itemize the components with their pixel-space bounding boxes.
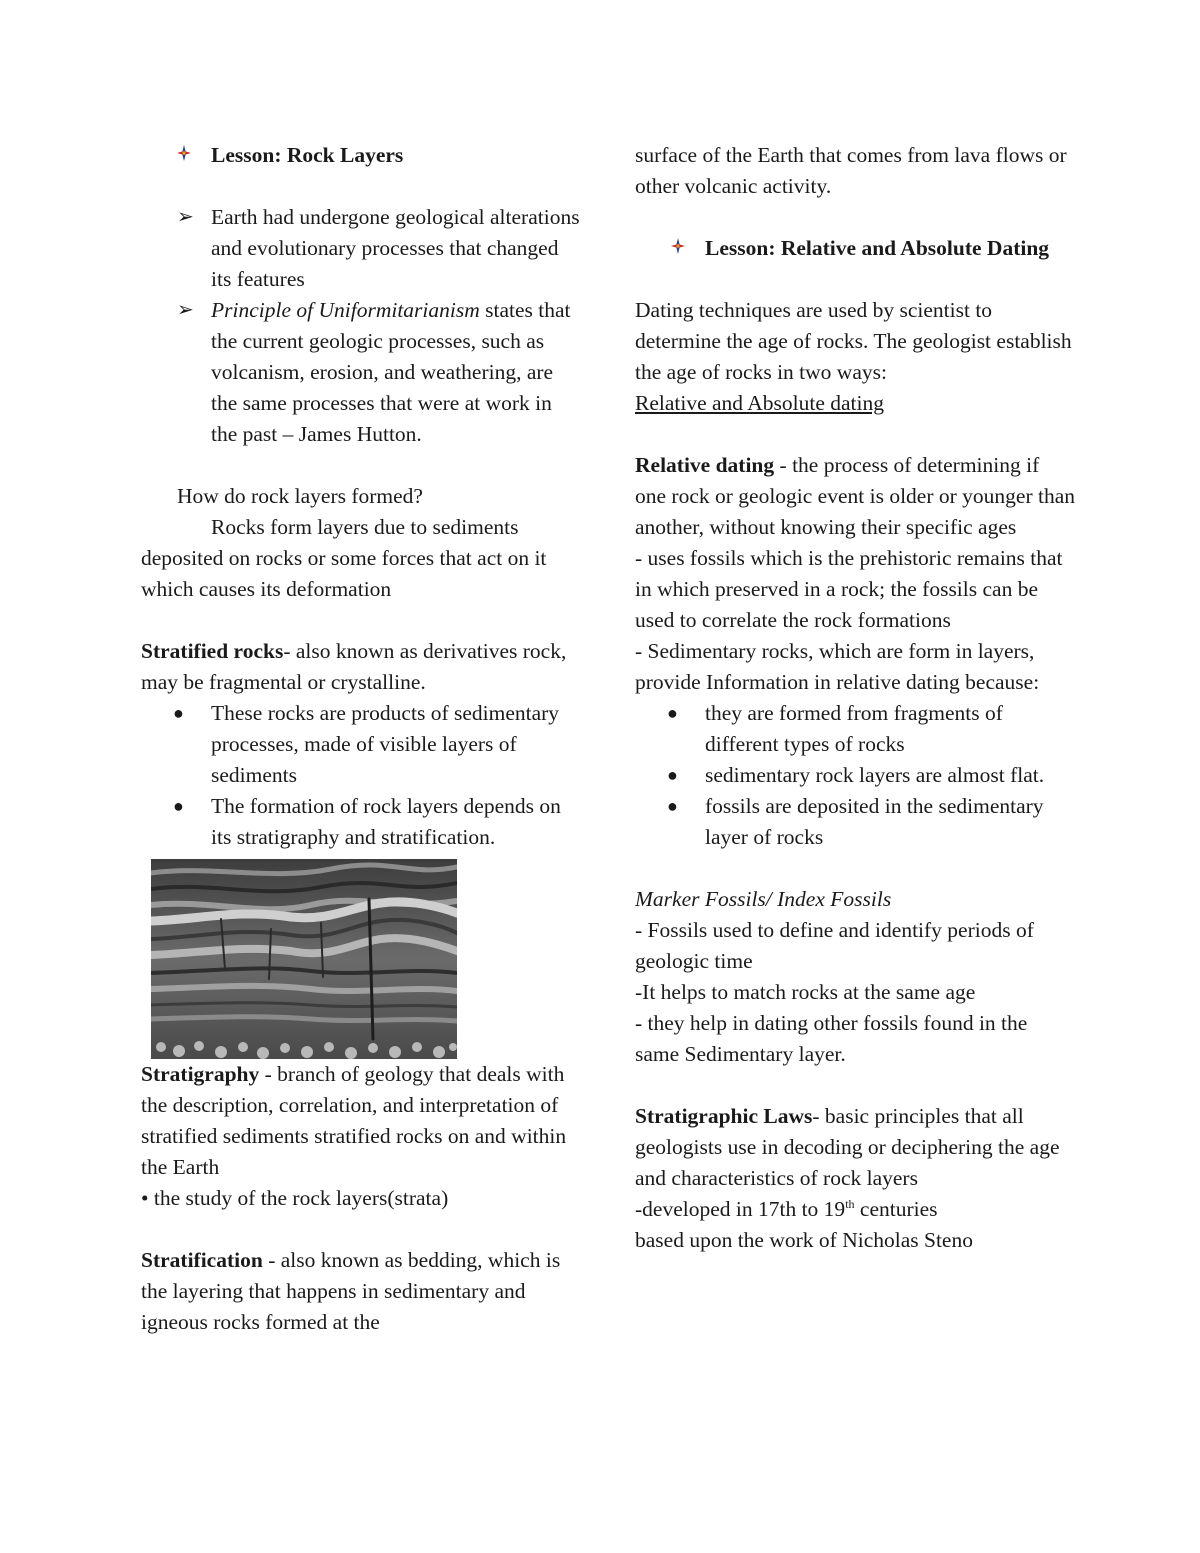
dot-bullet-list <box>635 698 1075 853</box>
bullet-text: These rocks are products of sedimentary processes, made of visible layers of sediments <box>211 701 560 787</box>
arrow-bullet-icon: ➢ <box>177 206 194 228</box>
lesson-title: Lesson: Rock Layers <box>211 143 404 167</box>
list-item <box>141 791 581 853</box>
marker-fossils-title <box>635 884 1075 915</box>
list-item <box>635 760 1075 791</box>
stratigraphic-laws-paragraph <box>635 1101 1075 1194</box>
bullet-text: Earth had undergone geological alterations and evolutionary processes that changed its features <box>211 205 580 291</box>
list-item <box>635 791 1075 853</box>
rock-layers-photo <box>151 859 457 1059</box>
term: Stratification <box>141 1248 263 1272</box>
list-item <box>141 698 581 791</box>
definition: - also known as derivatives rock, may be fragmental or crystalline. <box>141 639 567 694</box>
bullet-text: fossils are deposited in the sedimentary layer of rocks <box>705 794 1044 849</box>
bullet-text: sedimentary rock layers are almost flat. <box>705 763 1045 787</box>
bullet-text: they are formed from fragments of different types of rocks <box>705 701 1003 756</box>
dot-bullet-icon: ● <box>173 703 184 723</box>
term: Stratigraphy <box>141 1062 260 1086</box>
continuation-text: surface of the Earth that comes from lava flows or other volcanic activity. <box>635 143 1067 198</box>
definition: - also known as bedding, which is the layering that happens in sedimentary and igneous rocks formed at the <box>141 1248 561 1334</box>
laws-based: based upon the work of Nicholas Steno <box>635 1228 973 1252</box>
lesson-dating-heading <box>635 233 1075 264</box>
term: Relative dating <box>635 453 775 477</box>
marker-line: -It helps to match rocks at the same age <box>635 980 976 1004</box>
superscript: th <box>845 1196 855 1211</box>
lesson-rock-layers-heading <box>141 140 581 171</box>
pin-icon <box>635 233 705 264</box>
principle-text: states that the current geologic processes, such as volcanism, erosion, and weathering, are the same processes that were at work in the past – James Hutton. <box>211 298 571 446</box>
pin-icon <box>141 140 211 171</box>
list-item <box>141 295 581 450</box>
stratigraphy-paragraph <box>141 1059 581 1183</box>
dot-bullet-icon: ● <box>173 796 184 816</box>
laws-dev-text: centuries <box>854 1197 938 1221</box>
dot-bullet-icon: ● <box>667 703 678 723</box>
list-item <box>635 698 1075 760</box>
definition: - basic principles that all geologists use in decoding or deciphering the age and characteristics of rock layers <box>635 1104 1060 1190</box>
stratification-paragraph <box>141 1245 581 1338</box>
arrow-bullet-list <box>141 202 581 450</box>
principle-name: Principle of Uniformitarianism <box>211 298 480 322</box>
intro-paragraph: Dating techniques are used by scientist to determine the age of rocks. The geologist establish the age of rocks in two ways: <box>635 298 1072 384</box>
left-column <box>141 140 581 1338</box>
marker-title-text: Marker Fossils/ Index Fossils <box>635 887 892 911</box>
bullet-text <box>211 295 581 450</box>
list-item <box>141 202 581 295</box>
arrow-bullet-icon: ➢ <box>177 299 194 321</box>
definition: - branch of geology that deals with the description, correlation, and interpretation of stratified sediments stratified rocks on and within the Earth <box>141 1062 567 1179</box>
dot-bullet-icon: ● <box>667 765 678 785</box>
relative-line-3: - Sedimentary rocks, which are form in layers, provide Information in relative dating because: <box>635 639 1040 694</box>
dot-bullet-list <box>141 698 581 853</box>
marker-line: - Fossils used to define and identify periods of geologic time <box>635 918 1034 973</box>
dot-bullet-icon: ● <box>667 796 678 816</box>
term: Stratified rocks <box>141 639 284 663</box>
term: Stratigraphic Laws <box>635 1104 813 1128</box>
stratigraphy-extra: • the study of the rock layers(strata) <box>141 1186 449 1210</box>
bullet-text: The formation of rock layers depends on its stratigraphy and stratification. <box>211 794 561 849</box>
relative-dating-paragraph <box>635 450 1075 543</box>
laws-dev-text: -developed in 17th to 19 <box>635 1197 846 1221</box>
definition: - the process of determining if one rock or geologic event is older or younger than another, without knowing their specific ages <box>635 453 1076 539</box>
marker-line: - they help in dating other fossils found in the same Sedimentary layer. <box>635 1011 1028 1066</box>
lesson-title: Lesson: Relative and Absolute Dating <box>705 236 1050 260</box>
stratified-rocks-paragraph <box>141 636 581 698</box>
question-text: How do rock layers formed? <box>177 484 423 508</box>
answer-paragraph: Rocks form layers due to sediments deposited on rocks or some forces that act on it which causes its deformation <box>141 515 547 601</box>
intro-underlined: Relative and Absolute dating <box>635 391 884 415</box>
right-column <box>635 140 1075 1256</box>
laws-developed <box>635 1194 1075 1225</box>
relative-line-2: - uses fossils which is the prehistoric remains that in which preserved in a rock; the fossils can be used to correlate the rock formations <box>635 546 1063 632</box>
